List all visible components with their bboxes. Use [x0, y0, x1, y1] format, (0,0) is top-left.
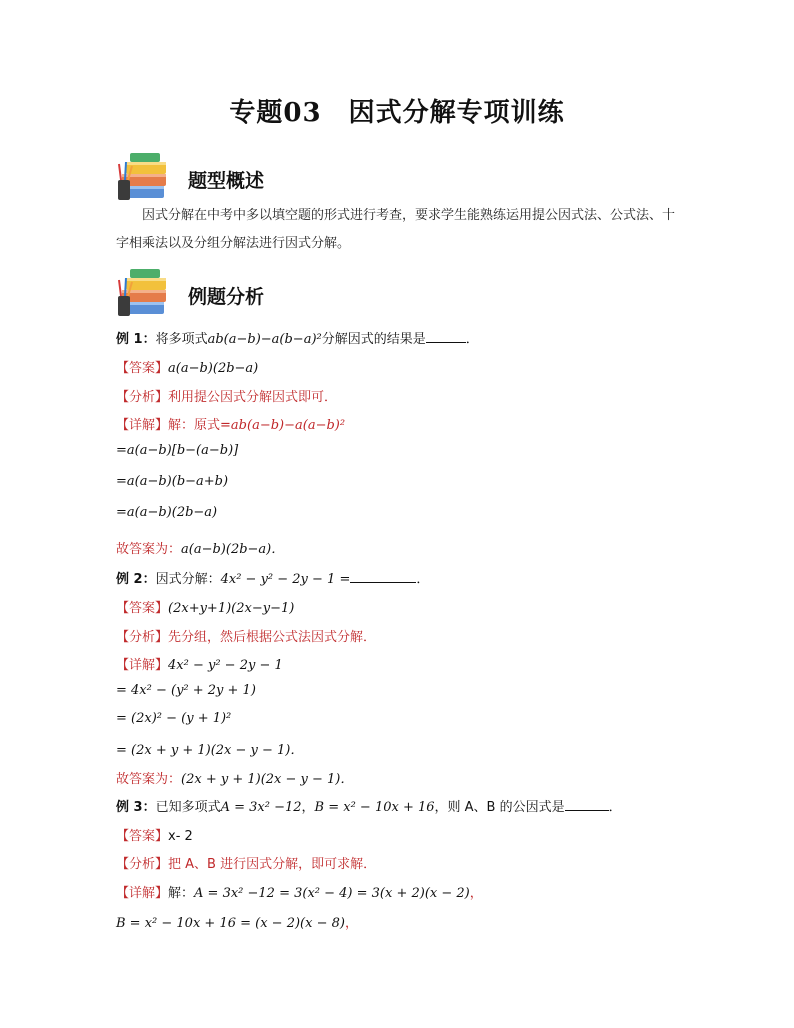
books-icon: [116, 266, 174, 320]
answer-blank: [350, 570, 416, 583]
ex3-detail: 【详解】解：A = 3x² −12 = 3(x² − 4) = 3(x + 2)(x − 2)，: [116, 886, 483, 901]
ex2-final: 故答案为：(2x + y + 1)(2x − y − 1)．: [116, 772, 354, 787]
section-title-examples: 例题分析: [188, 286, 265, 308]
section-header-overview: [116, 150, 416, 206]
ex2-analysis: 【分析】先分组，然后根据公式法因式分解．: [116, 630, 377, 645]
answer-blank: [565, 798, 609, 811]
ex1-step-3: =a(a−b)(2b−a): [116, 505, 218, 520]
ex2-answer: 【答案】(2x+y+1)(2x−y−1): [116, 601, 295, 616]
ex2-step-2: = (2x)² − (y + 1)²: [116, 711, 232, 726]
ex2-step-3: = (2x + y + 1)(2x − y − 1)．: [116, 743, 304, 758]
ex3-answer: 【答案】x- 2: [116, 829, 193, 844]
ex1-answer: 【答案】a(a−b)(2b−a): [116, 361, 259, 376]
ex1-step-1: =a(a−b)[b−(a−b)]: [116, 443, 239, 458]
ex2-detail: 【详解】4x² − y² − 2y − 1: [116, 658, 283, 673]
section-header-examples: [116, 266, 416, 322]
ex2-step-1: = 4x² − (y² + 2y + 1): [116, 683, 256, 698]
overview-paragraph: 因式分解在中考中多以填空题的形式进行考查，要求学生能熟练运用提公因式法、公式法、十字相乘法以及分组分解法进行因式分解。: [116, 208, 676, 251]
ex1-step-2: =a(a−b)(b−a+b): [116, 474, 229, 489]
ex3-detail-b: B = x² − 10x + 16 = (x − 2)(x − 8)，: [116, 916, 358, 931]
page-title: 专题03 因式分解专项训练: [229, 98, 565, 128]
ex1-analysis: 【分析】利用提公因式分解因式即可．: [116, 390, 338, 405]
books-icon: [116, 150, 174, 204]
ex1-detail: 【详解】解：原式=ab(a−b)−a(a−b)²: [116, 418, 346, 433]
answer-blank: [426, 330, 466, 343]
ex3-analysis: 【分析】把 A、B 进行因式分解，即可求解．: [116, 857, 377, 872]
ex1-question: 例 1：将多项式ab(a−b)−a(b−a)²分解因式的结果是 ．: [116, 332, 479, 347]
section-title-overview: 题型概述: [188, 170, 265, 192]
ex3-question: 例 3：已知多项式A = 3x² −12，B = x² − 10x + 16，则 A、B 的公因式是 ．: [116, 800, 622, 815]
ex2-question: 例 2：因式分解：4x² − y² − 2y − 1 = ．: [116, 572, 430, 587]
ex1-final: 故答案为：a(a−b)(2b−a)．: [116, 542, 285, 557]
